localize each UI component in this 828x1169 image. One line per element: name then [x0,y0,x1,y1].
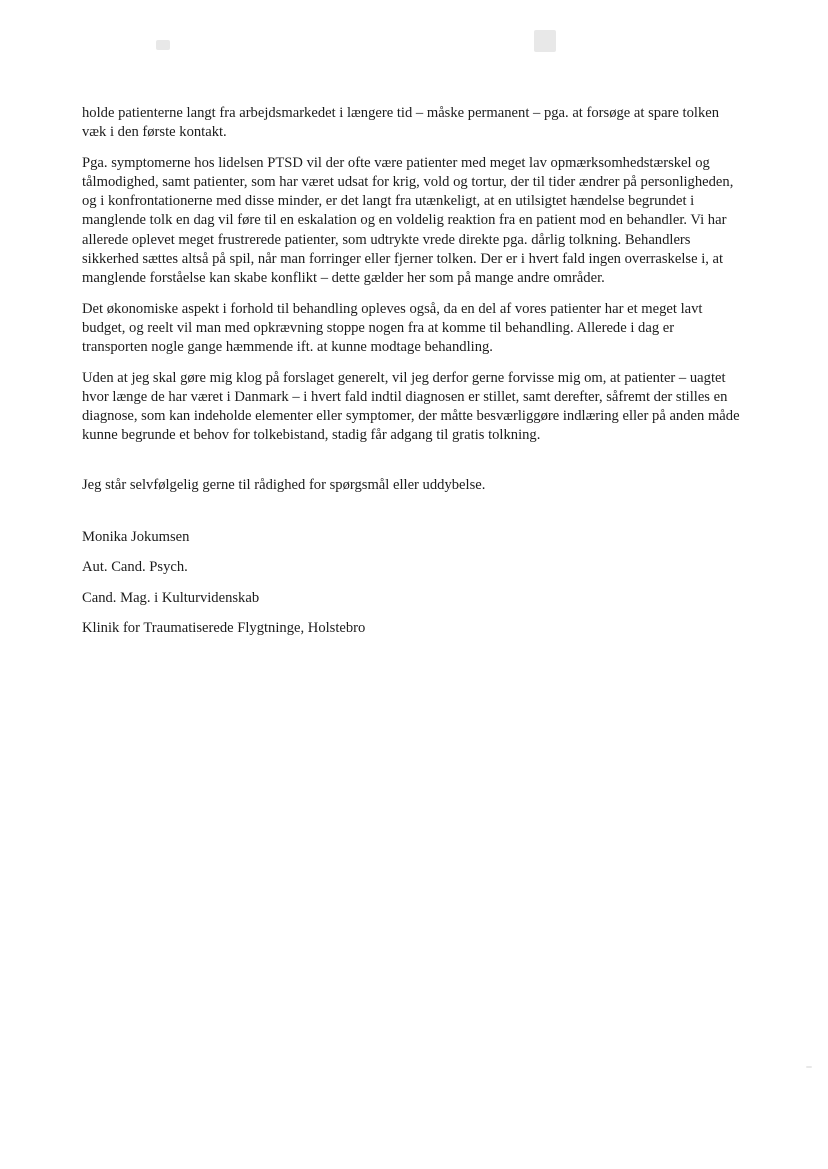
signature-block [82,528,742,638]
body-paragraph: holde patienterne langt fra arbejdsmarkedet i længere tid – måske permanent – pga. at forsøge at spare tolken væk i den første kontakt. [82,105,720,141]
body-paragraph: Uden at jeg skal gøre mig klog på forslaget generelt, vil jeg derfor gerne forvisse mig om, at patienter – uagtet hvor længe de har været i Danmark – i hvert fald indtil diagnosen er stillet, samt derefter, såfremt der stilles en diagnose, som kan indeholde elementer eller symptomer, der måtte besværliggøre indlæring eller på anden måde kunne begrunde et behov for tolkebistand, stadig får adgang til gratis tolkning. [82,369,740,444]
document-body [82,104,742,649]
scan-artifact [534,30,556,52]
signature-title: Cand. Mag. i Kulturvidenskab [82,589,260,606]
scan-artifact [156,40,170,50]
closing-sentence: Jeg står selvfølgelig gerne til rådighed for spørgsmål eller uddybelse. [82,476,486,493]
signature-title: Aut. Cand. Psych. [82,559,188,576]
body-paragraph: Det økonomiske aspekt i forhold til behandling opleves også, da en del af vores patienter har et meget lavt budget, og reelt vil man med opkrævning stoppe nogen fra at komme til behandling. Allerede i dag er transporten nogle gange hæmmende ift. at kunne modtage behandling. [82,300,703,356]
body-paragraph: Pga. symptomerne hos lidelsen PTSD vil der ofte være patienter med meget lav opmærksomhedstærskel og tålmodighed, samt patienter, som har været udsat for krig, vold og tortur, der til tider ændrer på personligheden, og i konfrontationerne med disse minder, er det langt fra utænkeligt, at en utilsigtet hændelse begrundet i manglende tolk en dag vil føre til en eskalation og en voldelig reaktion fra en patient mod en behandler. Vi har allerede oplevet meget frustrerede patienter, som udtrykte vrede direkte pga. dårlig tolkning. Behandlers sikkerhed sættes altså på spil, når man forringer eller fjerner tolken. Der er i hvert fald ingen overraskelse i, at manglende forståelse kan skabe konflikt – dette gælder her som på mange andre områder. [82,154,734,287]
scan-artifact [806,1066,812,1068]
signature-name: Monika Jokumsen [82,529,190,546]
signature-affiliation: Klinik for Traumatiserede Flygtninge, Holstebro [82,619,366,636]
